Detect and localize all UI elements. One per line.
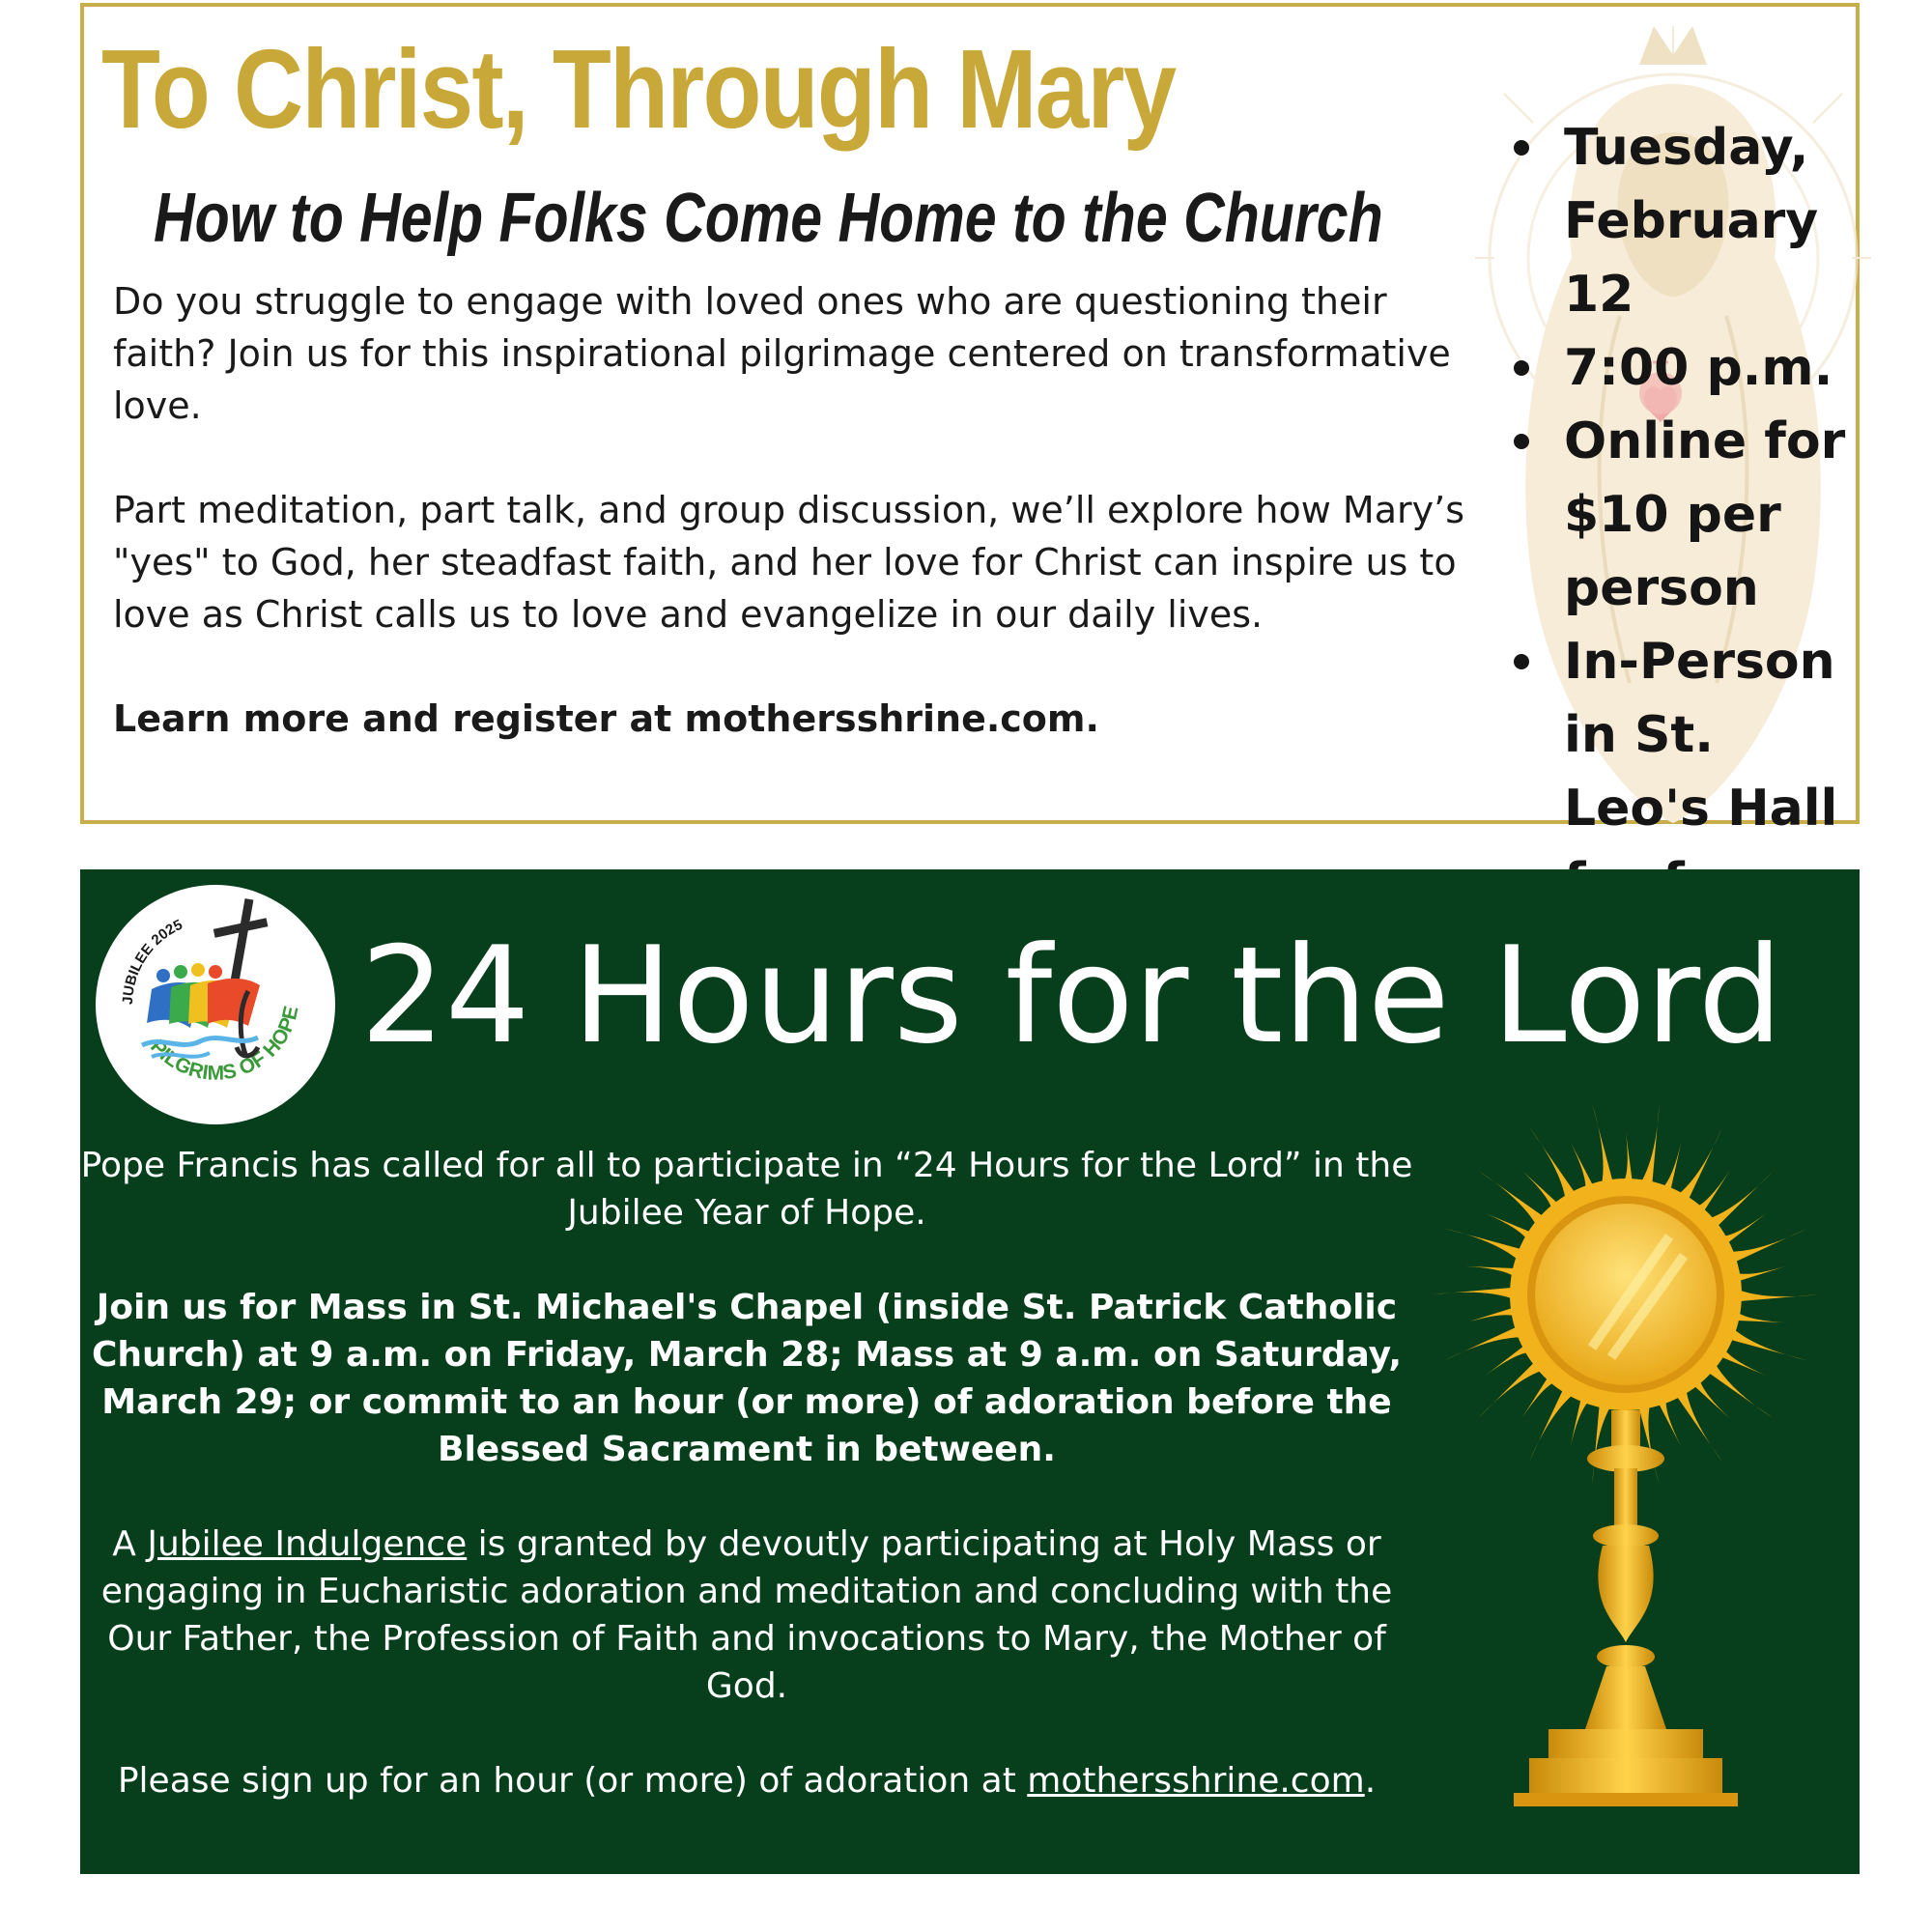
signup-paragraph xyxy=(80,1757,1413,1804)
detail-in-person: In-Person in St. Leo's Hall xyxy=(1502,625,1860,919)
event-card-mary xyxy=(80,3,1860,838)
intro-paragraph: Pope Francis has called for all to participate in “24 Hours for the Lord” in the Jubilee Year of Hope. xyxy=(80,1146,1413,1233)
event-card-24-hours xyxy=(80,869,1860,1874)
event-subtitle: How to Help Folks Come Home to the Church xyxy=(154,180,1383,257)
detail-time: 7:00 p.m. xyxy=(1502,331,1860,405)
mothersshrine-link[interactable]: mothersshrine.com xyxy=(1027,1761,1365,1801)
event-description xyxy=(80,1142,1413,1852)
register-text: Learn more and register at mothersshrine.com. xyxy=(113,697,1099,740)
signup-end: . xyxy=(1364,1761,1377,1801)
indulgence-prefix: A xyxy=(112,1524,148,1564)
detail-online: Online for $10 per person xyxy=(1502,405,1860,625)
sun-ray xyxy=(1732,1287,1819,1301)
detail-date: Tuesday, February 12 xyxy=(1502,111,1860,331)
sun-ray xyxy=(1433,1287,1520,1301)
indulgence-text: is granted by devoutly participating at Holy Mass or engaging in Eucharistic adoration and meditation and concluding with the Our Father, the Profession of Faith and invocations to Mary, the Mother of God. xyxy=(100,1524,1393,1706)
monstrance-illustration xyxy=(1413,1101,1838,1855)
event-description xyxy=(113,275,1465,797)
jubilee-indulgence-link[interactable]: Jubilee Indulgence xyxy=(147,1524,468,1564)
description-paragraph-2: Part meditation, part talk, and group discussion, we’ll explore how Mary’s "yes" to God, her steadfast faith, and her love for Christ can inspire us to love as Christ calls us to love and evangelize in our daily lives. xyxy=(113,489,1464,636)
event-title: To Christ, Through Mary xyxy=(101,26,1176,152)
logo-text-pilgrims: PILGRIMS OF HOPE xyxy=(146,1004,303,1085)
event-details-list xyxy=(1502,111,1860,919)
jubilee-logo xyxy=(94,883,337,1126)
logo-text-jubilee: JUBILEE 2025 xyxy=(119,916,185,1006)
event-title: 24 Hours for the Lord xyxy=(360,918,1783,1073)
signup-text: Please sign up for an hour (or more) of adoration at xyxy=(117,1761,1028,1801)
sun-ray xyxy=(1592,1104,1614,1191)
description-paragraph-1: Do you struggle to engage with loved ones who are questioning their faith? Join us for this inspirational pilgrimage centered on transformative love. xyxy=(113,280,1451,427)
mass-info-paragraph: Join us for Mass in St. Michael's Chapel (inside St. Patrick Catholic Church) at 9 a.m. on Friday, March 28; Mass at 9 a.m. on Saturday, March 29; or commit to an hour (or more) of adoration before the Blessed Sacrament in between. xyxy=(91,1288,1403,1469)
sun-ray xyxy=(1636,1104,1659,1191)
indulgence-paragraph xyxy=(80,1520,1413,1710)
